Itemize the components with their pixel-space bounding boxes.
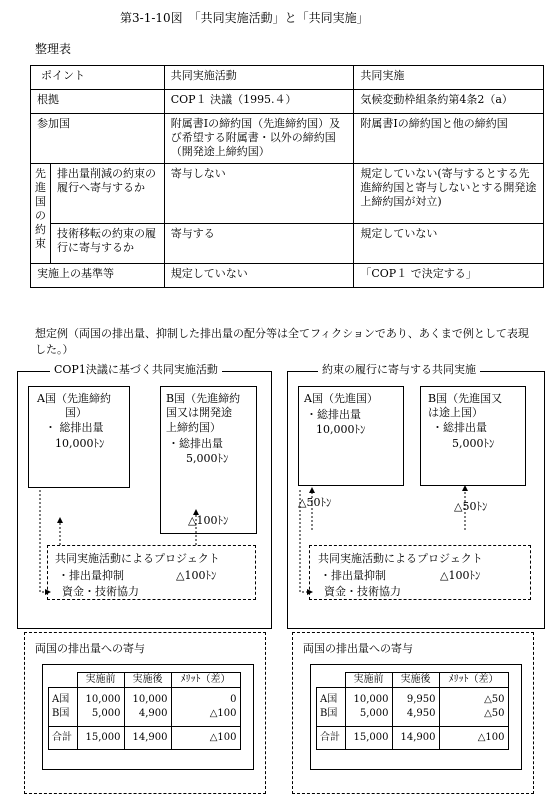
row-criteria-label: 実施上の基準等: [31, 264, 165, 288]
header-aij: 共同実施活動: [164, 66, 354, 90]
row-emission-aij: 寄与しない: [164, 164, 354, 224]
right-a-delta: △50ﾄﾝ: [298, 496, 332, 509]
right-project-line1: ・排出量抑制: [320, 569, 386, 582]
left-project-line1: ・排出量抑制: [58, 569, 124, 582]
right-b-line2: は途上国）: [428, 406, 483, 419]
right-th-after: 実施後: [392, 673, 439, 688]
left-project-title: 共同実施活動によるプロジェクト: [55, 552, 220, 565]
right-b-delta: △50ﾄﾝ: [454, 500, 488, 513]
left-b-line2: 国又は開発途: [166, 406, 232, 419]
table-row: B国: [317, 707, 346, 727]
left-contrib-table: 実施前 実施後 ﾒﾘｯﾄ（差） A国 10,000 10,000 0 B国 5,000 4,900 △100 合計 15,000 14,900 △100: [48, 672, 241, 750]
left-th-before: 実施前: [77, 673, 124, 688]
table-row: B国: [49, 707, 78, 727]
right-contrib-title: 両国の排出量への寄与: [303, 642, 413, 655]
right-a-line1: A国（先進国）: [304, 392, 378, 405]
row-tech-label: 技術移転の約束の履行に寄与するか: [50, 224, 164, 264]
left-th-merit: ﾒﾘｯﾄ（差）: [171, 673, 240, 688]
row-basis-aij: COP１ 決議（1995.４）: [164, 90, 354, 114]
left-th-after: 実施後: [124, 673, 171, 688]
table-total-row: 合計: [49, 727, 78, 750]
row-criteria-aij: 規定していない: [164, 264, 354, 288]
right-project-title: 共同実施活動によるプロジェクト: [318, 552, 483, 565]
left-contrib-title: 両国の排出量への寄与: [35, 642, 145, 655]
figure-title: 第3-1-10図 「共同実施活動」と「共同実施」: [120, 11, 369, 25]
right-b-line3: ・総排出量: [432, 421, 487, 434]
right-project-line1-val: △100ﾄﾝ: [440, 569, 481, 582]
right-a-line3: 10,000ﾄﾝ: [316, 423, 366, 436]
group-label: 先進国の約束: [31, 164, 51, 264]
table-row: A国: [49, 688, 78, 708]
row-participants-ji: 附属書Ⅰの締約国と他の締約国: [354, 114, 544, 164]
row-basis-label: 根拠: [31, 90, 165, 114]
row-tech-aij: 寄与する: [164, 224, 354, 264]
right-contrib-table: 実施前 実施後 ﾒﾘｯﾄ（差） A国 10,000 9,950 △50 B国 5,000 4,950 △50 合計 15,000 14,900 △100: [316, 672, 509, 750]
left-a-line1: A国（先進締約: [37, 392, 111, 405]
right-a-line2: ・総排出量: [306, 408, 361, 421]
row-tech-ji: 規定していない: [354, 224, 544, 264]
row-emission-ji: 規定していない(寄与するとする先進締約国と寄与しないとする開発途上締約国が対立): [354, 164, 544, 224]
header-ji: 共同実施: [354, 66, 544, 90]
row-emission-label: 排出量削減の約束の履行へ寄与するか: [50, 164, 164, 224]
right-b-line4: 5,000ﾄﾝ: [452, 437, 495, 450]
right-b-line1: B国（先進国又: [428, 392, 503, 405]
left-b-line3: 上締約国）: [166, 421, 221, 434]
left-project-line2: 資金・技術協力: [62, 585, 139, 598]
table-total-row: 合計: [317, 727, 346, 750]
left-a-line3: ・ 総排出量: [45, 421, 104, 434]
left-b-delta: △100ﾄﾝ: [188, 514, 229, 527]
row-basis-ji: 気候変動枠組条約第4条2（a）: [354, 90, 544, 114]
example-note: 想定例（両国の排出量、抑制した排出量の配分等は全てフィクションであり、あくまで例として表現した。）: [35, 327, 529, 356]
left-a-line2: 国）: [65, 406, 87, 419]
table-row: A国: [317, 688, 346, 708]
left-b-line5: 5,000ﾄﾝ: [186, 452, 229, 465]
left-project-line1-val: △100ﾄﾝ: [176, 569, 217, 582]
right-th-before: 実施前: [345, 673, 392, 688]
right-th-merit: ﾒﾘｯﾄ（差）: [439, 673, 508, 688]
row-participants-label: 参加国: [31, 114, 165, 164]
header-point: ポイント: [31, 66, 165, 90]
row-criteria-ji: 「COP１ で決定する」: [354, 264, 544, 288]
left-panel-title: COP1決議に基づく共同実施活動: [50, 363, 222, 376]
left-b-line4: ・総排出量: [168, 437, 223, 450]
left-a-line4: 10,000ﾄﾝ: [55, 437, 105, 450]
right-project-line2: 資金・技術協力: [324, 585, 401, 598]
left-b-line1: B国（先進締約: [166, 392, 241, 405]
row-participants-aij: 附属書Ⅰの締約国（先進締約国）及び希望する附属書・以外の締約国（開発途上締約国）: [164, 114, 354, 164]
right-panel-title: 約束の履行に寄与する共同実施: [318, 363, 480, 376]
summary-label: 整理表: [35, 42, 72, 56]
